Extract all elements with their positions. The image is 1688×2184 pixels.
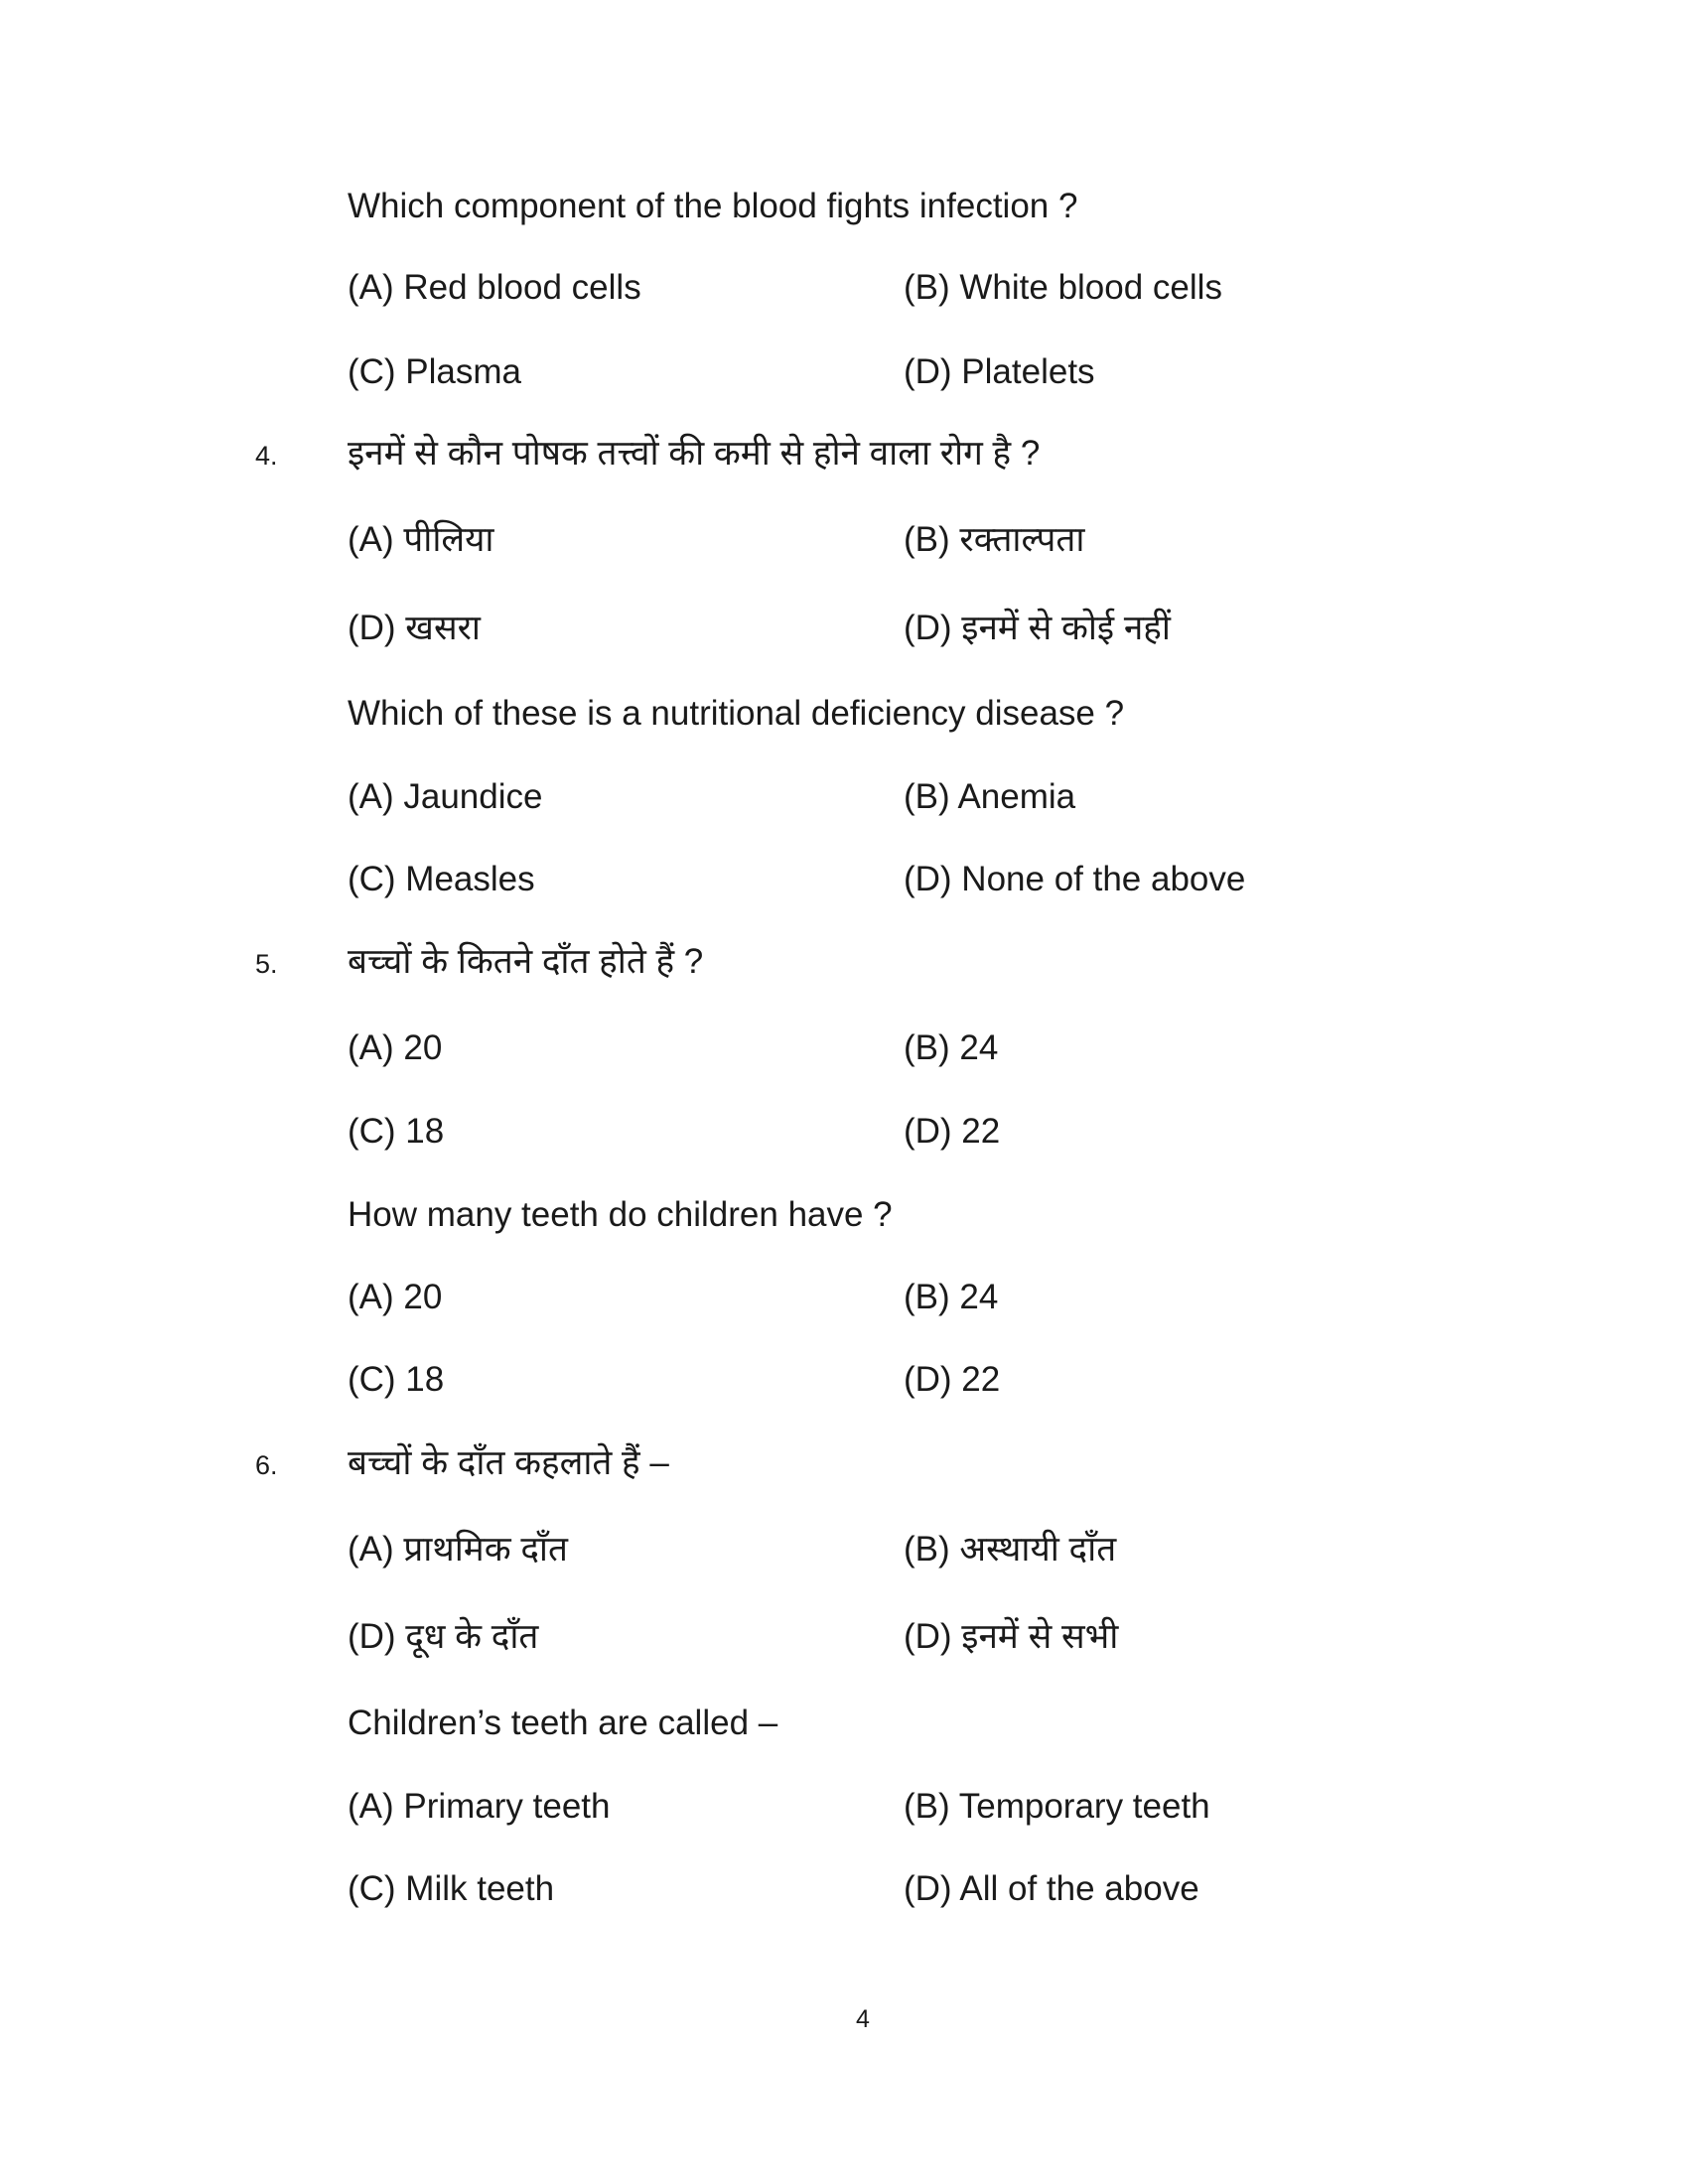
- option-a: (A) 20: [348, 1028, 443, 1067]
- option-c: (D) दूध के दाँत: [348, 1617, 539, 1656]
- option-a: (A) पीलिया: [348, 520, 494, 559]
- question-text: बच्चों के कितने दाँत होते हैं ?: [348, 942, 704, 981]
- question-text: बच्चों के दाँत कहलाते हैं –: [348, 1443, 669, 1482]
- question-number: 5.: [255, 949, 278, 979]
- option-b: (B) 24: [904, 1278, 999, 1316]
- option-a: (A) प्राथमिक दाँत: [348, 1530, 568, 1569]
- question-text: Which component of the blood fights infection ?: [348, 187, 1078, 225]
- question-text: How many teeth do children have ?: [348, 1195, 893, 1234]
- option-b: (B) अस्थायी दाँत: [904, 1530, 1117, 1569]
- option-d: (D) Platelets: [904, 352, 1095, 391]
- option-b: (B) White blood cells: [904, 268, 1222, 307]
- option-b: (B) 24: [904, 1028, 999, 1067]
- option-b: (B) Anemia: [904, 777, 1076, 816]
- question-text: इनमें से कौन पोषक तत्त्वों की कमी से होने वाला रोग है ?: [348, 434, 1041, 473]
- option-c: (C) 18: [348, 1112, 445, 1151]
- option-d: (D) इनमें से सभी: [904, 1617, 1119, 1656]
- question-text: Children’s teeth are called –: [348, 1704, 778, 1742]
- option-c: (C) Plasma: [348, 352, 522, 391]
- option-b: (B) Temporary teeth: [904, 1787, 1210, 1826]
- option-d: (D) All of the above: [904, 1869, 1199, 1908]
- option-d: (D) इनमें से कोई नहीं: [904, 609, 1171, 647]
- option-d: (D) 22: [904, 1360, 1001, 1399]
- option-b: (B) रक्ताल्पता: [904, 520, 1085, 559]
- question-number: 6.: [255, 1450, 278, 1480]
- option-a: (A) Jaundice: [348, 777, 543, 816]
- option-d: (D) None of the above: [904, 860, 1246, 898]
- option-a: (A) 20: [348, 1278, 443, 1316]
- option-c: (D) खसरा: [348, 609, 481, 647]
- option-c: (C) Measles: [348, 860, 535, 898]
- page-number: 4: [856, 2005, 870, 2033]
- option-c: (C) Milk teeth: [348, 1869, 555, 1908]
- option-a: (A) Primary teeth: [348, 1787, 611, 1826]
- option-d: (D) 22: [904, 1112, 1001, 1151]
- option-a: (A) Red blood cells: [348, 268, 641, 307]
- option-c: (C) 18: [348, 1360, 445, 1399]
- question-text: Which of these is a nutritional deficiency disease ?: [348, 694, 1125, 733]
- question-number: 4.: [255, 441, 278, 471]
